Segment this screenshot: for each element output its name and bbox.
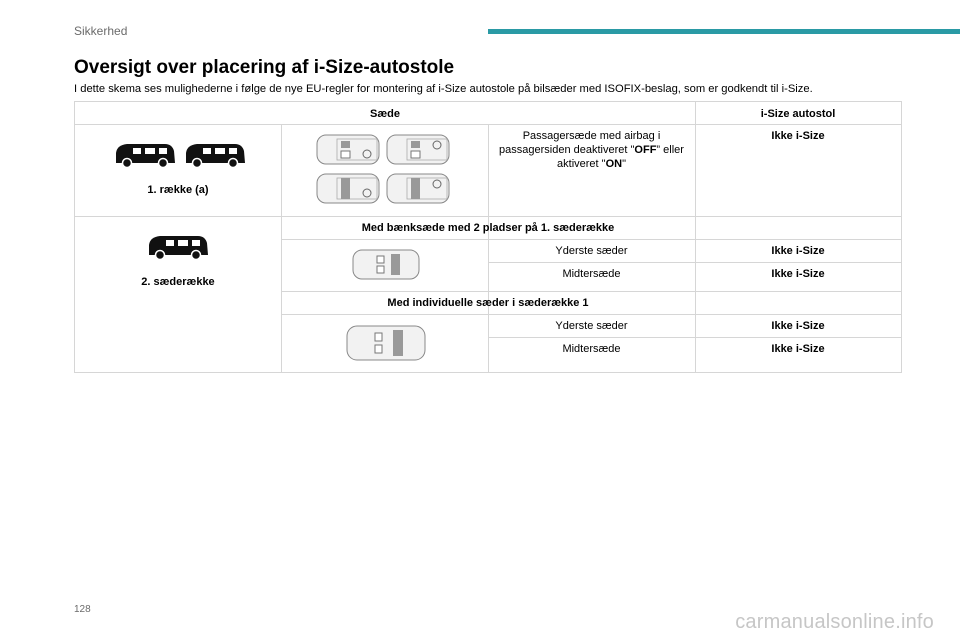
column-header-seat: Sæde [370,108,400,120]
van-icon [113,140,177,170]
accent-bar [488,29,960,34]
row-label-first-row: 1. række (a) [147,184,209,196]
seat-plan-icon [385,133,451,166]
grid-line [281,124,282,373]
van-icon [145,232,211,262]
isize-value: Ikke i-Size [771,130,825,142]
isize-value: Ikke i-Size [771,245,825,257]
grid-line [281,239,901,240]
intro-text: I dette skema ses mulighederne i følge de nye EU-regler for montering af i-Size autostole på bilsæder med ISOFIX-beslag, som er godkendt til i-Size. [74,83,813,95]
watermark: carmanualsonline.info [735,611,934,633]
grid-line [281,291,901,292]
row-label-second-row: 2. sæderække [141,276,215,288]
section-label: Sikkerhed [74,24,128,38]
seat-position: Yderste sæder [555,245,628,257]
seat-position: Midtersæde [562,268,621,280]
seat-plan-icon [351,248,421,281]
grid-line [488,337,901,338]
seat-plan-icon [315,172,381,205]
airbag-description: Passagersæde med airbag i passagersiden deaktiveret "OFF” eller aktiveret "ON" [499,130,684,170]
grid-line [488,262,901,263]
column-header-isize: i-Size autostol [760,108,836,120]
seat-plan-icon [315,133,381,166]
seat-position: Midtersæde [562,343,621,355]
isize-table [74,101,902,373]
page-number: 128 [74,604,91,615]
page-title: Oversigt over placering af i-Size-autostole [74,57,455,78]
isize-value: Ikke i-Size [771,320,825,332]
grid-line [281,314,901,315]
bench-title: Med bænksæde med 2 pladser på 1. sæderække [361,222,615,234]
van-icon [183,140,247,170]
seat-position: Yderste sæder [555,320,628,332]
seat-plan-icon [385,172,451,205]
isize-value: Ikke i-Size [771,268,825,280]
seat-plan-icon [345,324,427,362]
isize-value: Ikke i-Size [771,343,825,355]
individual-title: Med individuelle sæder i sæderække 1 [387,297,589,309]
